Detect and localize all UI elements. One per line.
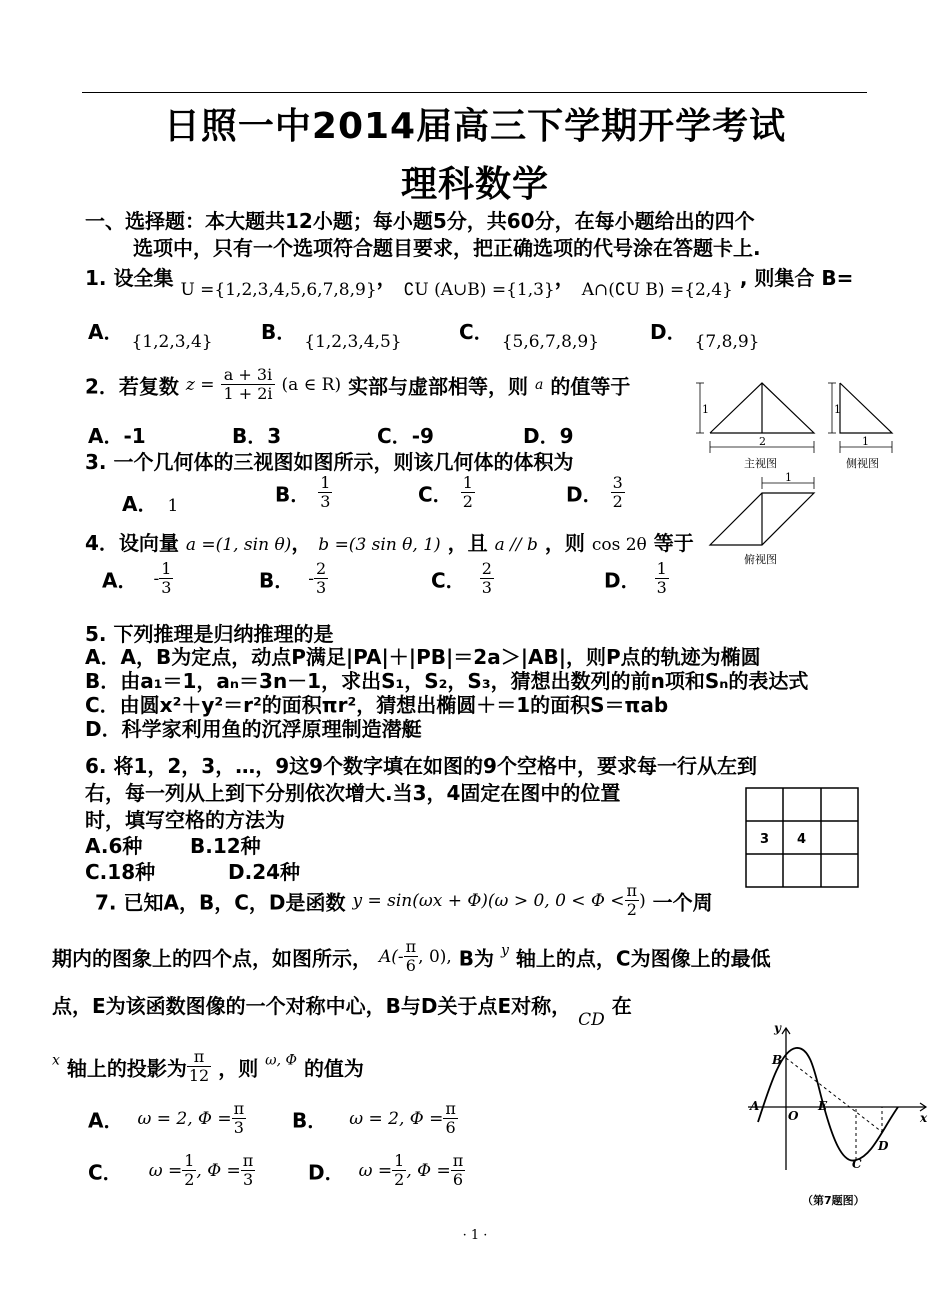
page-number: · 1 ·	[462, 1228, 488, 1243]
q4-option-d: D． $\frac{1}{3}$	[604, 559, 667, 598]
q1-option-a: A． $_{\{1,2,3,4\}}$	[88, 320, 213, 352]
grid-cell-4: 4	[797, 832, 807, 847]
q5-option-b: B．由a₁＝1，aₙ＝3n－1，求出S₁，S₂，S₃，猜想出数列的前n项和Sₙ的表达式	[85, 669, 809, 693]
q4-option-c: C． $\frac{2}{3}$	[431, 559, 492, 598]
q3-option-b: B． $\frac{1}{3}$	[275, 473, 331, 512]
q1-option-b: B． $_{\{1,2,3,4,5\}}$	[261, 320, 402, 352]
q1-option-d: D． $_{\{7,8,9\}}$	[650, 320, 760, 352]
q7-option-c: C． ω = $\frac{1}{2}$ , Φ = $\frac{\pi}{3}$	[88, 1151, 254, 1190]
section-heading-line1: 一、选择题：本大题共12小题；每小题5分，共60分，在每小题给出的四个	[85, 209, 755, 233]
q4-option-b: B． - $\frac{2}{3}$	[259, 559, 327, 598]
question-4: 4．设向量 a =(1, sin θ)， b =(3 sin θ, 1) ，且 a // b ，则 cos 2θ 等于	[85, 531, 694, 555]
q7-option-d: D． ω = $\frac{1}{2}$ , Φ = $\frac{\pi}{6}$	[308, 1151, 464, 1190]
graph-label-o: O	[788, 1109, 799, 1123]
question-6-line1: 6. 将1，2，3，…，9这9个数字填在如图的9个空格中，要求每一行从左到	[85, 754, 757, 778]
q2-option-c: C．-9	[377, 424, 434, 448]
question-1: 1. 设全集 $_{U =\{1,2,3,4,5,6,7,8,9\}}$， $_{∁U (A\cup B) =\{1,3\}}$， $_{A\cap(∁U B) =\{2,4\}}$ , 则集合 B=	[85, 266, 854, 300]
q5-option-a: A．A，B为定点，动点P满足|PA|＋|PB|＝2a＞|AB|，则P点的轨迹为椭圆	[85, 645, 761, 669]
sine-graph-figure	[744, 1020, 934, 1210]
q7-option-a: A． ω = 2, Φ = $\frac{\pi}{3}$	[88, 1099, 245, 1138]
q2-fraction: $\frac{a + 3i}{1 + 2i}$	[223, 365, 273, 404]
graph-label-c: C	[852, 1157, 862, 1171]
graph-label-x: x	[920, 1111, 928, 1125]
question-7-line4: $^x$ 轴上的投影为 $\frac{\pi}{12}$ ，则 $^{\omega, \Phi}$ 的值为	[52, 1047, 364, 1086]
q2-option-b: B．3	[232, 424, 282, 448]
q1-intersection: A∩(∁U B) ={2,4}	[581, 280, 733, 300]
grid-cell-3: 3	[760, 832, 770, 847]
question-7-line3: 点，E为该函数图像的一个对称中心，B与D关于点E对称， $_{CD}$ 在	[52, 994, 632, 1030]
page-title: 日照一中2014届高三下学期开学考试	[163, 106, 787, 147]
top-view-label: 俯视图	[744, 553, 777, 566]
q6-option-c: C.18种	[85, 860, 156, 884]
front-view-label: 主视图	[744, 457, 777, 470]
question-6-line2: 右，每一列从上到下分别依次增大.当3，4固定在图中的位置	[85, 781, 621, 805]
q3-option-d: D． $\frac{3}{2}$	[566, 473, 623, 512]
question-6-line3: 时，填写空格的方法为	[85, 808, 285, 832]
q6-option-b: B.12种	[190, 834, 261, 858]
graph-label-y: y	[774, 1021, 781, 1035]
question-2: 2．若复数 z = $\frac{a + 3i}{1 + 2i}$ (a ∈ R) 实部与虚部相等，则 a 的值等于	[85, 365, 631, 404]
dim-top-width: 1	[785, 471, 792, 484]
graph-label-b: B	[772, 1053, 783, 1067]
question-7-line2: 期内的图象上的四个点，如图所示， A(- $\frac{\pi}{6}$ , 0), B为 $^y$ 轴上的点，C为图像上的最低	[52, 937, 771, 976]
graph-label-d: D	[878, 1139, 889, 1153]
q5-option-c: C．由圆x²＋y²＝r²的面积πr²，猜想出椭圆＋＝1的面积S＝πab	[85, 693, 669, 717]
question-5: 5. 下列推理是归纳推理的是	[85, 622, 334, 646]
three-view-figure	[684, 375, 906, 575]
q2-option-d: D．9	[523, 424, 574, 448]
q3-option-c: C． $\frac{1}{2}$	[418, 473, 473, 512]
dim-front-width: 2	[759, 435, 766, 448]
q6-option-d: D.24种	[228, 860, 301, 884]
q1-suffix: , 则集合 B=	[739, 266, 854, 290]
side-view-label: 侧视图	[846, 457, 879, 470]
dim-side-height: 1	[834, 403, 841, 416]
question-3: 3. 一个几何体的三视图如图所示，则该几何体的体积为	[85, 450, 574, 474]
q5-option-d: D．科学家利用鱼的沉浮原理制造潜艇	[85, 717, 422, 741]
page-subtitle: 理科数学	[400, 164, 549, 205]
q1-prefix: 1. 设全集	[85, 266, 174, 290]
graph-label-a: A	[750, 1099, 760, 1113]
q4-option-a: A． - $\frac{1}{3}$	[102, 559, 172, 598]
q1-complement: ∁U (A∪B) ={1,3}	[403, 280, 555, 300]
q7-option-b: B． ω = 2, Φ = $\frac{\pi}{6}$	[292, 1099, 456, 1138]
q3-option-a: A． 1	[122, 492, 179, 516]
graph-caption: （第7题图）	[802, 1194, 865, 1207]
section-heading-line2: 选项中，只有一个选项符合题目要求，把正确选项的代号涂在答题卡上.	[133, 236, 761, 260]
q1-option-c: C． $_{\{5,6,7,8,9\}}$	[459, 320, 600, 352]
q2-option-a: A．-1	[88, 424, 146, 448]
dim-front-height: 1	[702, 403, 709, 416]
top-rule	[82, 92, 867, 93]
q1-set-u: U ={1,2,3,4,5,6,7,8,9}	[180, 280, 377, 300]
question-7-line1: 7. 已知A，B，C，D是函数 y = sin(ωx + Φ)(ω > 0, 0 < Φ < $\frac{\pi}{2}$ ) 一个周	[95, 881, 713, 920]
dim-side-width: 1	[862, 435, 869, 448]
number-grid	[745, 787, 859, 888]
q6-option-a: A.6种	[85, 834, 143, 858]
graph-label-e: E	[818, 1099, 828, 1113]
